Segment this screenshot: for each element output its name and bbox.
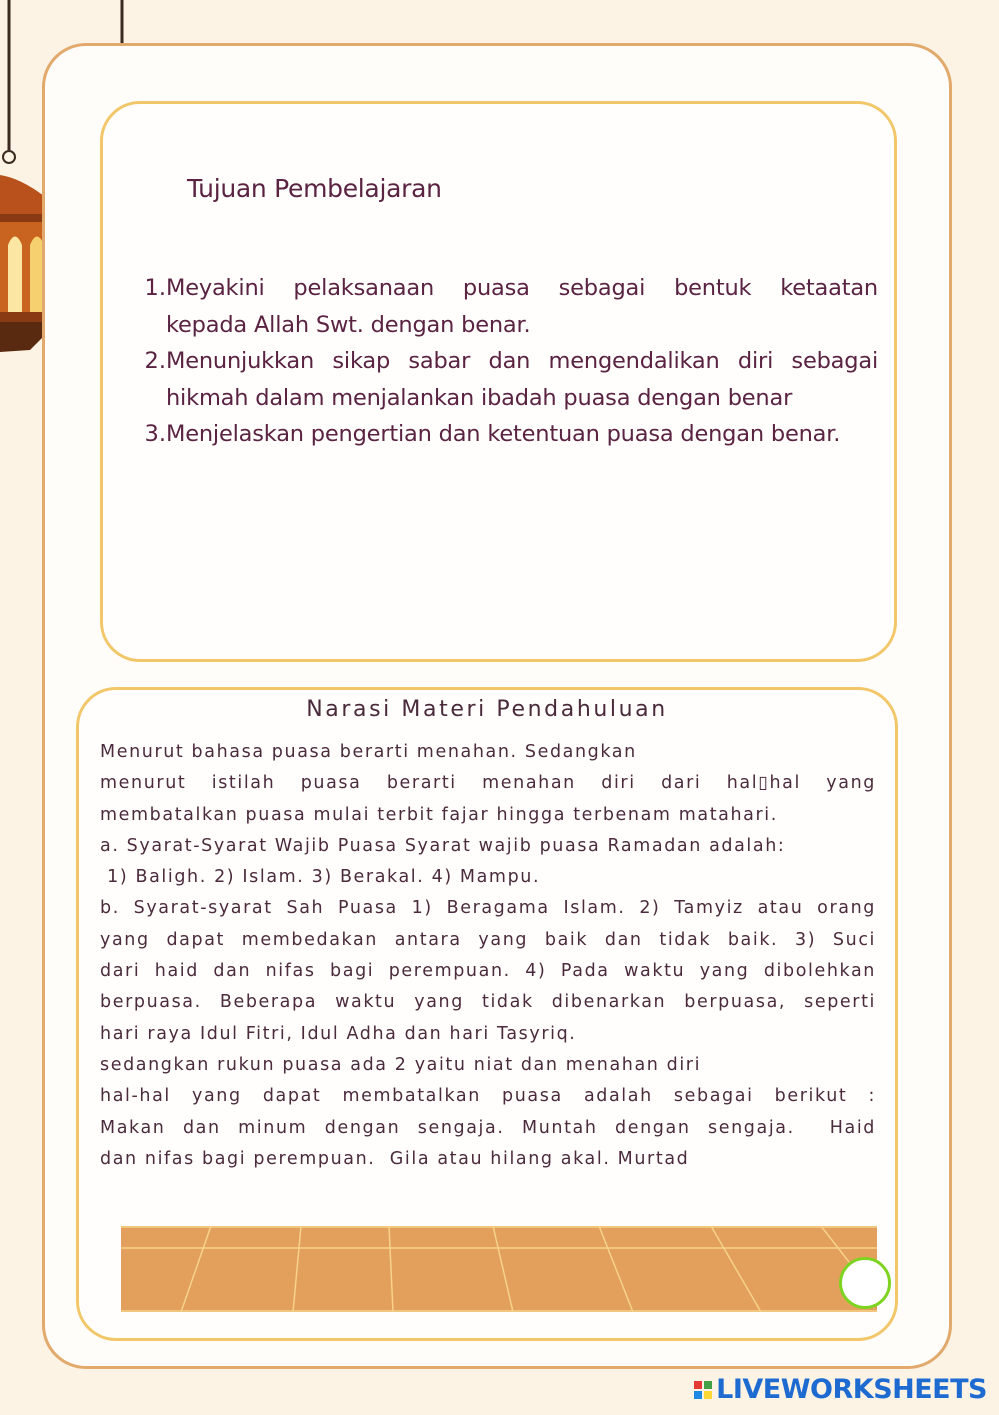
material-line: dan nifas bagi perempuan. Gila atau hilang akal. Murtad	[100, 1148, 690, 1169]
goals-title: Tujuan Pembelajaran	[187, 174, 442, 203]
goal-item-continuation	[140, 380, 878, 417]
goal-number: 2.	[144, 348, 166, 375]
floor-tiles-decoration	[121, 1226, 877, 1312]
goal-text: kepada Allah Swt. dengan benar.	[166, 311, 531, 338]
goal-text: Menjelaskan pengertian dan ketentuan puasa dengan benar.	[166, 421, 841, 448]
goals-list	[140, 270, 878, 453]
material-line: membatalkan puasa mulai terbit fajar hingga terbenam matahari.	[100, 804, 778, 825]
material-line: dari haid dan nifas bagi perempuan. 4) Pada waktu yang dibolehkan	[100, 961, 876, 982]
material-line: Menurut bahasa puasa berarti menahan. Sedangkan	[100, 742, 637, 762]
goal-text: Meyakini pelaksanaan puasa sebagai bentuk ketaatan	[166, 275, 878, 301]
goal-text: hikmah dalam menjalankan ibadah puasa dengan benar	[166, 384, 793, 411]
material-line: berpuasa. Beberapa waktu yang tidak dibenarkan berpuasa, seperti	[100, 992, 876, 1013]
goal-item	[140, 270, 878, 307]
material-line: hari raya Idul Fitri, Idul Adha dan hari Tasyriq.	[100, 1023, 577, 1044]
material-line: sedangkan rukun puasa ada 2 yaitu niat dan menahan diri	[100, 1054, 702, 1075]
goal-number: 1.	[144, 275, 166, 301]
material-line: b. Syarat-syarat Sah Puasa 1) Beragama Islam. 2) Tamyiz atau orang	[100, 898, 876, 919]
logo-grid-icon	[694, 1381, 712, 1399]
material-line: a. Syarat-Syarat Wajib Puasa Syarat wajib puasa Ramadan adalah:	[100, 835, 786, 856]
liveworksheets-logo	[694, 1374, 987, 1405]
material-line: hal-hal yang dapat membatalkan puasa adalah sebagai berikut :	[100, 1086, 876, 1107]
material-line: 1) Baligh. 2) Islam. 3) Berakal. 4) Mampu.	[100, 867, 541, 888]
goal-item-continuation	[140, 307, 878, 344]
material-title: Narasi Materi Pendahuluan	[306, 697, 668, 722]
goal-number: 3.	[144, 421, 166, 448]
goal-item	[140, 416, 878, 453]
goal-text: Menunjukkan sikap sabar dan mengendalikan diri sebagai	[166, 348, 878, 375]
material-line: menurut istilah puasa berarti menahan diri dari hal▯hal yang	[100, 773, 876, 794]
material-line: yang dapat membedakan antara yang baik dan tidak baik. 3) Suci	[100, 929, 876, 950]
material-line: Makan dan minum dengan sengaja. Muntah dengan sengaja. Haid	[100, 1117, 876, 1138]
brand-label: LIVEWORKSHEETS	[716, 1374, 987, 1405]
answer-circle-button[interactable]	[839, 1257, 891, 1309]
goal-item	[140, 343, 878, 380]
material-text	[100, 737, 876, 1175]
